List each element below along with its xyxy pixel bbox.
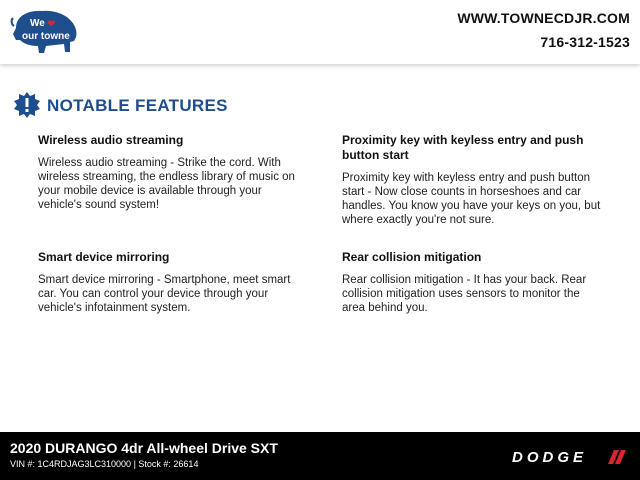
feature-description: Wireless audio streaming - Strike the cord. With wireless streaming, the endless library of music on your mobile device is available through your vehicle's sound system!: [38, 157, 295, 211]
exclamation-gear-icon: [14, 92, 40, 118]
header: [0, 0, 640, 64]
feature-description: Proximity key with keyless entry and push button start - Now close counts in horseshoes and car handles. You know you have your keys on you, but where exactly you're not sure.: [342, 172, 601, 226]
vehicle-title: 2020 DURANGO 4dr All-wheel Drive SXT: [10, 440, 278, 456]
feature-title: Wireless audio streaming: [38, 133, 184, 147]
feature-description: Rear collision mitigation - It has your back. Rear collision mitigation uses sensors to monitor the area behind you.: [342, 274, 587, 314]
feature-item: [38, 250, 298, 315]
feature-title: Smart device mirroring: [38, 250, 170, 264]
footer: [0, 432, 640, 480]
feature-title: Rear collision mitigation: [342, 250, 482, 264]
feature-item: [342, 250, 604, 315]
vin-stock-line: VIN #: 1C4RDJAG3LC310000 | Stock #: 26614: [10, 459, 199, 469]
heart-icon: ❤: [47, 19, 56, 30]
bison-heart-logo[interactable]: [10, 6, 82, 56]
section-title: NOTABLE FEATURES: [47, 96, 228, 115]
logo-text-we: We: [30, 18, 45, 29]
dodge-wordmark-logo[interactable]: [512, 449, 628, 465]
website-link[interactable]: WWW.TOWNECDJR.COM: [457, 10, 630, 26]
feature-description: Smart device mirroring - Smartphone, meet smart car. You can control your device through your vehicle's infotainment system.: [38, 274, 291, 314]
feature-title: Proximity key with keyless entry and push button start: [342, 133, 584, 162]
feature-item: [38, 133, 298, 212]
phone-number[interactable]: 716-312-1523: [540, 34, 630, 50]
feature-item: [342, 133, 604, 227]
logo-text-our-towne: our towne: [22, 31, 70, 42]
dodge-wordmark-text: DODGE: [512, 449, 588, 465]
